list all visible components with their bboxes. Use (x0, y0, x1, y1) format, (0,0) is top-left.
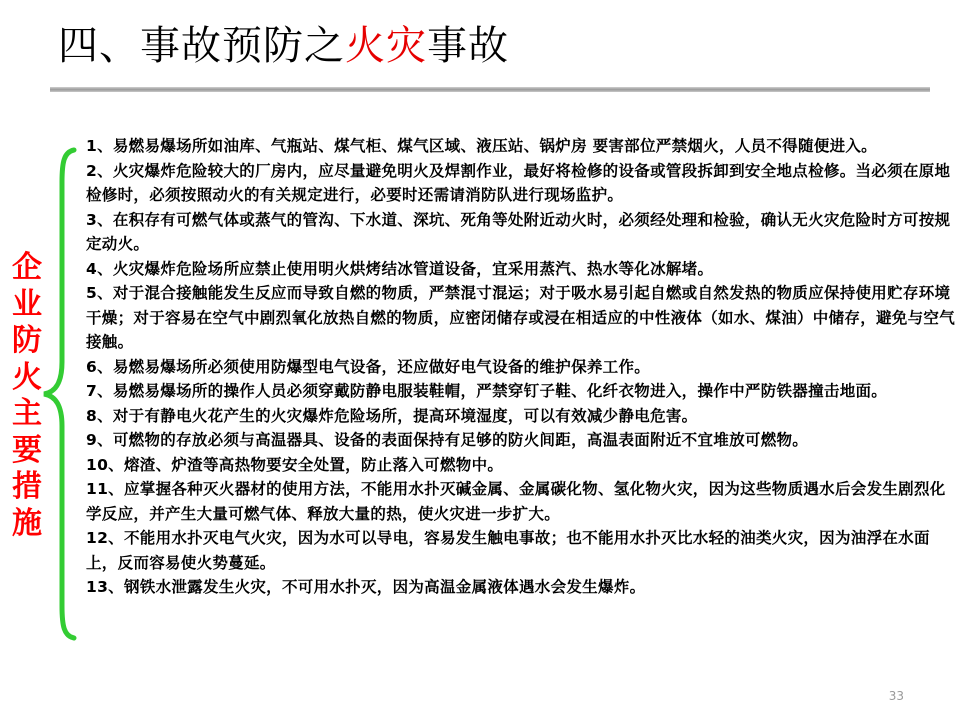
list-item: 1、易燃易爆场所如油库、气瓶站、煤气柜、煤气区域、液压站、锅炉房 要害部位严禁烟火，人员不得随便进入。 (86, 137, 877, 155)
title-accent-text: 火灾 (345, 23, 427, 69)
list-item: 6、易燃易爆场所必须使用防爆型电气设备，还应做好电气设备的维护保养工作。 (86, 357, 651, 376)
list-item: 13、钢铁水泄露发生火灾，不可用水扑灭，因为高温金属液体遇水会发生爆炸。 (86, 578, 646, 596)
list-item: 8、对于有静电火花产生的火灾爆炸危险场所，提高环境湿度，可以有效减少静电危害。 (86, 406, 698, 425)
list-item: 4、火灾爆炸危险场所应禁止使用明火烘烤结冰管道设备，宜采用蒸汽、热水等化冰解堵。 (86, 259, 714, 278)
page-number: 33 (888, 689, 904, 703)
curly-brace (40, 146, 80, 641)
measures-list (86, 134, 956, 600)
list-item: 2、火灾爆炸危险较大的厂房内，应尽量避免明火及焊割作业，最好将检修的设备或管段拆卸到安全地点检修。当必须在原地检修时，必须按照动火的有关规定进行，必要时还需请消防队进行现场监护。 (86, 161, 951, 204)
list-item: 12、不能用水扑灭电气火灾，因为水可以导电，容易发生触电事故；也不能用水扑灭比水轻的油类火灾，因为油浮在水面上，反而容易使火势蔓延。 (86, 529, 930, 572)
list-item: 5、对于混合接触能发生反应而导致自燃的物质，严禁混寸混运；对于吸水易引起自燃或自然发热的物质应保持使用贮存环境干燥；对于容易在空气中剧烈氧化放热自燃的物质，应密闭储存或浸在相适应的中性液体（如水、煤油）中储存，避免与空气接触。 (86, 284, 956, 351)
list-item: 11、应掌握各种灭火器材的使用方法，不能用水扑灭碱金属、金属碳化物、氢化物火灾，因为这些物质遇水后会发生剧烈化学反应，并产生大量可燃气体、释放大量的热，使火灾进一步扩大。 (86, 480, 946, 523)
title-text-start: 四、事故预防之 (58, 23, 345, 69)
list-item: 3、在积存有可燃气体或蒸气的管沟、下水道、深坑、死角等处附近动火时，必须经处理和检验，确认无火灾危险时方可按规定动火。 (86, 210, 951, 253)
list-item: 9、可燃物的存放必须与高温器具、设备的表面保持有足够的防火间距，高温表面附近不宜堆放可燃物。 (86, 431, 809, 449)
slide-title (58, 18, 509, 74)
list-item: 7、易燃易爆场所的操作人员必须穿戴防静电服装鞋帽，严禁穿钉子鞋、化纤衣物进入，操作中严防铁器撞击地面。 (86, 382, 888, 400)
title-underline (50, 87, 930, 92)
side-label-vertical: 企业防火主要措施 (12, 250, 42, 541)
list-item: 10、熔渣、炉渣等高热物要安全处置，防止落入可燃物中。 (86, 455, 504, 474)
title-text-end: 事故 (427, 23, 509, 69)
